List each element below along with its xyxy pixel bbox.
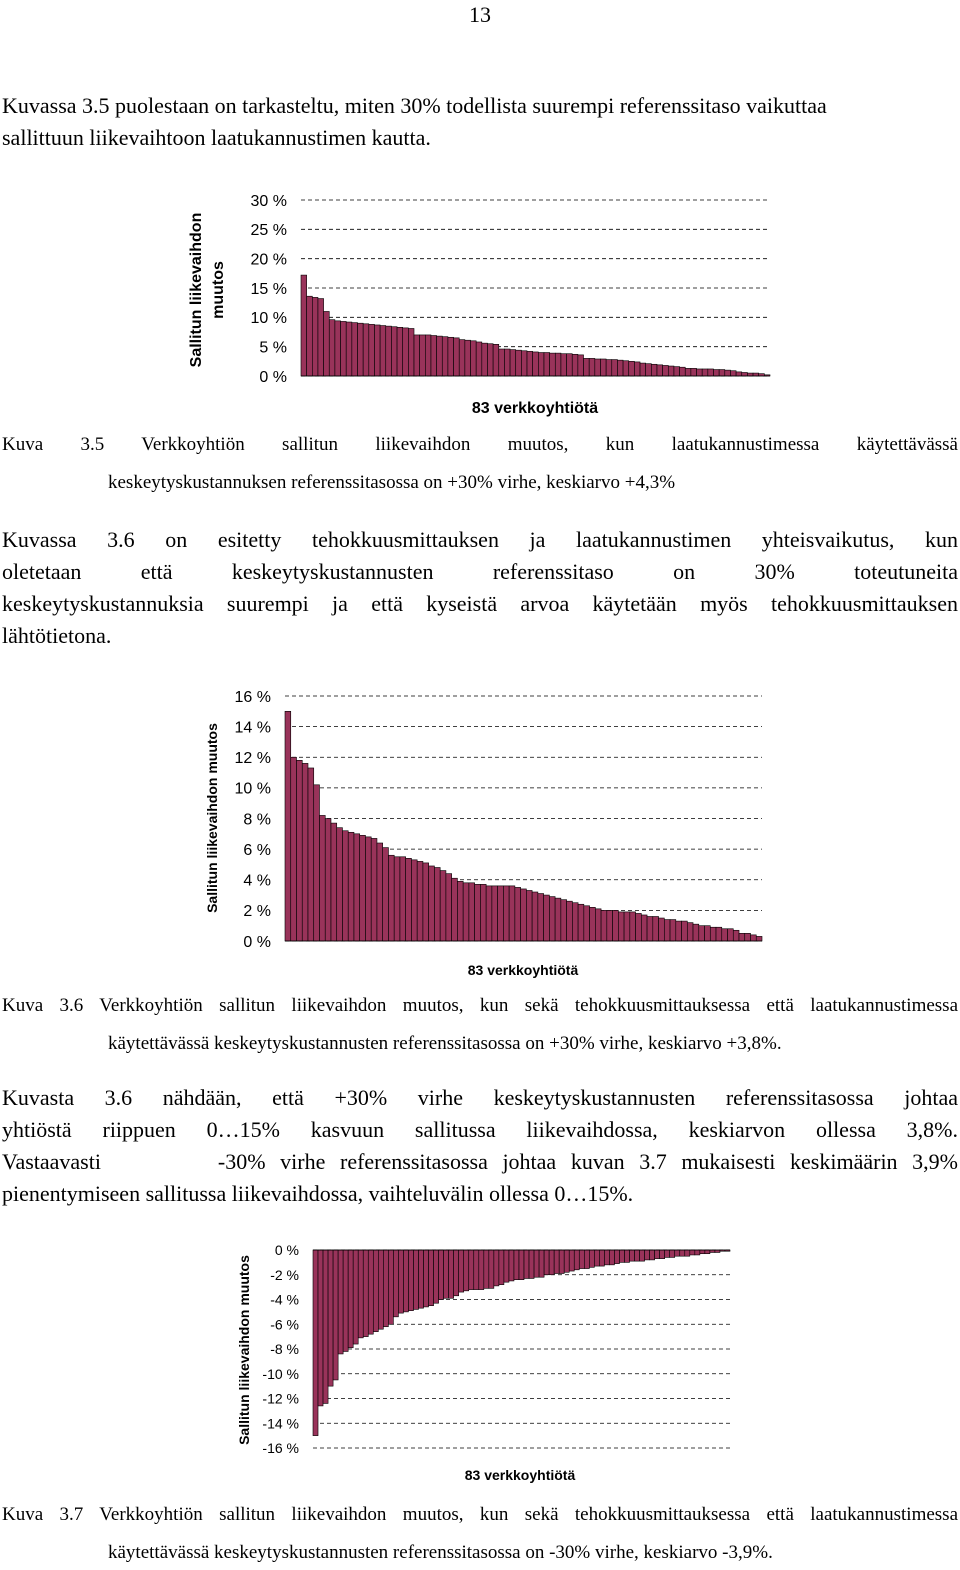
bar <box>584 1250 589 1269</box>
y-axis-label <box>236 1255 252 1445</box>
y-tick-label: -12 % <box>262 1390 299 1407</box>
bar <box>403 1250 408 1312</box>
bar <box>424 1250 429 1307</box>
caption-fig35-line1: Kuva 3.5 Verkkoyhtiön sallitun liikevaihdon muutos, kun laatukannustimessa käytettävässä <box>2 434 958 455</box>
bar <box>534 1250 539 1277</box>
bar <box>589 1250 594 1267</box>
bar <box>408 1250 413 1311</box>
bar <box>504 1250 509 1282</box>
bar <box>398 1250 403 1313</box>
bar <box>499 1250 504 1285</box>
bar <box>429 1250 434 1306</box>
y-tick-label: -8 % <box>270 1341 299 1358</box>
bar <box>635 1250 640 1261</box>
bar <box>614 1250 619 1264</box>
bar <box>695 1250 700 1255</box>
bar <box>484 1250 489 1288</box>
bar <box>624 1250 629 1262</box>
y-tick-label: 6 % <box>243 841 271 859</box>
paragraph-line: oletetaan että keskeytyskustannusten referenssitaso on 30% toteutuneita <box>2 559 958 584</box>
y-tick-label: 0 % <box>243 933 271 951</box>
bar <box>690 1250 695 1255</box>
bar <box>655 1250 660 1259</box>
bar <box>529 1250 534 1278</box>
bar <box>353 1250 358 1344</box>
bars <box>313 1250 730 1436</box>
bar <box>454 1250 459 1296</box>
bar <box>479 1250 484 1290</box>
bar <box>680 1250 685 1256</box>
bar <box>444 1250 449 1298</box>
bar <box>579 1250 584 1269</box>
bar <box>323 1250 328 1403</box>
bar <box>348 1250 353 1348</box>
y-tick-label: -16 % <box>262 1440 299 1457</box>
y-tick-label: 10 % <box>234 780 271 798</box>
bar <box>439 1250 444 1300</box>
y-tick-label: 0 % <box>259 368 287 386</box>
y-tick-label: -14 % <box>262 1415 299 1432</box>
bar <box>549 1250 554 1275</box>
paragraph-line: pienentymiseen sallitussa liikevaihdossa, vaihteluvälin ollessa 0…15%. <box>2 1181 634 1206</box>
y-tick-label: -2 % <box>270 1266 299 1283</box>
y-tick-label: 8 % <box>243 811 271 829</box>
bar <box>434 1250 439 1303</box>
bar <box>599 1250 604 1266</box>
paragraph-line: lähtötietona. <box>2 623 112 648</box>
y-tick-label: 16 % <box>234 688 271 706</box>
bar <box>705 1250 710 1254</box>
y-tick-label: 30 % <box>250 192 287 210</box>
bar <box>594 1250 599 1266</box>
bar <box>313 1250 318 1436</box>
bar <box>343 1250 348 1351</box>
y-tick-label: 10 % <box>250 310 287 328</box>
paragraph-line: sallittuun liikevaihtoon laatukannustimen kautta. <box>2 125 431 150</box>
bar <box>368 1250 373 1334</box>
bar <box>469 1250 474 1290</box>
bar <box>449 1250 454 1298</box>
caption-fig36-line2: käytettävässä keskeytyskustannusten referenssitasossa on +30% virhe, keskiarvo +3,8%. <box>108 1033 782 1054</box>
bar <box>413 1250 418 1309</box>
bar <box>700 1250 705 1254</box>
bar <box>640 1250 645 1261</box>
bar <box>539 1250 544 1277</box>
bar <box>519 1250 524 1280</box>
paragraph-line: Vastaavasti -30% virhe referenssitasossa johtaa kuvan 3.7 mukaisesti keskimäärin 3,9% <box>2 1149 958 1174</box>
bar <box>564 1250 569 1272</box>
bar <box>514 1250 519 1280</box>
bar <box>675 1250 680 1256</box>
bar <box>665 1250 670 1257</box>
bar <box>609 1250 614 1265</box>
paragraph-line: keskeytyskustannuksia suurempi ja että kyseistä arvoa käytetään myös tehokkuusmittauksen <box>2 591 958 616</box>
caption-fig35-line2: keskeytyskustannuksen referenssitasossa on +30% virhe, keskiarvo +4,3% <box>108 472 676 493</box>
caption-fig37-line1: Kuva 3.7 Verkkoyhtiön sallitun liikevaihdon muutos, kun sekä tehokkuusmittauksessa että laatukannustimessa <box>2 1504 958 1525</box>
y-tick-label: -6 % <box>270 1316 299 1333</box>
y-tick-label: 15 % <box>250 280 287 298</box>
bar <box>358 1250 363 1338</box>
bar <box>318 1250 323 1406</box>
bar <box>328 1250 333 1386</box>
bar <box>363 1250 368 1337</box>
y-axis-label-line: Sallitun liikevaihdon muutos <box>236 1255 252 1445</box>
bar <box>393 1250 398 1317</box>
y-axis-label-line: Sallitun liikevaihdon <box>188 212 205 368</box>
paragraph-line: Kuvassa 3.6 on esitetty tehokkuusmittauksen ja laatukannustimen yhteisvaikutus, kun <box>2 527 958 552</box>
x-axis-label: 83 verkkoyhtiötä <box>467 962 579 978</box>
bar <box>574 1250 579 1270</box>
y-tick-label: 25 % <box>250 222 287 240</box>
paragraph-line: Kuvassa 3.5 puolestaan on tarkasteltu, miten 30% todellista suurempi referenssitaso vaikuttaa <box>2 93 827 118</box>
y-tick-label: 5 % <box>259 339 287 357</box>
y-axis-label-line: Sallitun liikevaihdon muutos <box>204 723 220 913</box>
y-tick-label: 20 % <box>250 251 287 269</box>
bar <box>619 1250 624 1262</box>
bar <box>489 1250 494 1288</box>
y-tick-label: -4 % <box>270 1291 299 1308</box>
bar <box>604 1250 609 1265</box>
y-tick-label: 0 % <box>274 1242 299 1259</box>
page-number: 13 <box>469 2 491 27</box>
x-axis-label: 83 verkkoyhtiötä <box>471 400 599 417</box>
bar <box>474 1250 479 1290</box>
bar <box>338 1250 343 1354</box>
caption-fig37-line2: käytettävässä keskeytyskustannusten referenssitasossa on -30% virhe, keskiarvo -3,9%. <box>108 1542 773 1563</box>
bar <box>524 1250 529 1278</box>
bar <box>494 1250 499 1286</box>
bar <box>509 1250 514 1281</box>
y-tick-label: 14 % <box>234 719 271 737</box>
bar <box>569 1250 574 1271</box>
bar <box>630 1250 635 1261</box>
paragraph-line: yhtiöstä riippuen 0…15% kasvuun sallitussa liikevaihdossa, keskiarvon ollessa 3,8%. <box>2 1117 958 1142</box>
caption-fig36-line1: Kuva 3.6 Verkkoyhtiön sallitun liikevaihdon muutos, kun sekä tehokkuusmittauksessa että laatukannustimessa <box>2 995 958 1016</box>
y-tick-label: -10 % <box>262 1365 299 1382</box>
y-tick-label: 2 % <box>243 903 271 921</box>
bar <box>670 1250 675 1257</box>
bar <box>554 1250 559 1274</box>
y-axis-label-line: muutos <box>210 261 227 319</box>
x-axis-label: 83 verkkoyhtiötä <box>464 1467 576 1483</box>
bar <box>378 1250 383 1329</box>
bar <box>383 1250 388 1327</box>
bar <box>373 1250 378 1332</box>
bar <box>685 1250 690 1256</box>
bar <box>388 1250 393 1324</box>
bar <box>544 1250 549 1275</box>
bar <box>333 1250 338 1380</box>
bar <box>459 1250 464 1292</box>
paragraph-line: Kuvasta 3.6 nähdään, että +30% virhe keskeytyskustannusten referenssitasossa johtaa <box>2 1085 958 1110</box>
bar <box>650 1250 655 1260</box>
y-tick-label: 4 % <box>243 872 271 890</box>
bar <box>660 1250 665 1259</box>
y-tick-label: 12 % <box>234 750 271 768</box>
bar <box>419 1250 424 1308</box>
bar <box>464 1250 469 1291</box>
bar <box>559 1250 564 1274</box>
bar <box>645 1250 650 1260</box>
